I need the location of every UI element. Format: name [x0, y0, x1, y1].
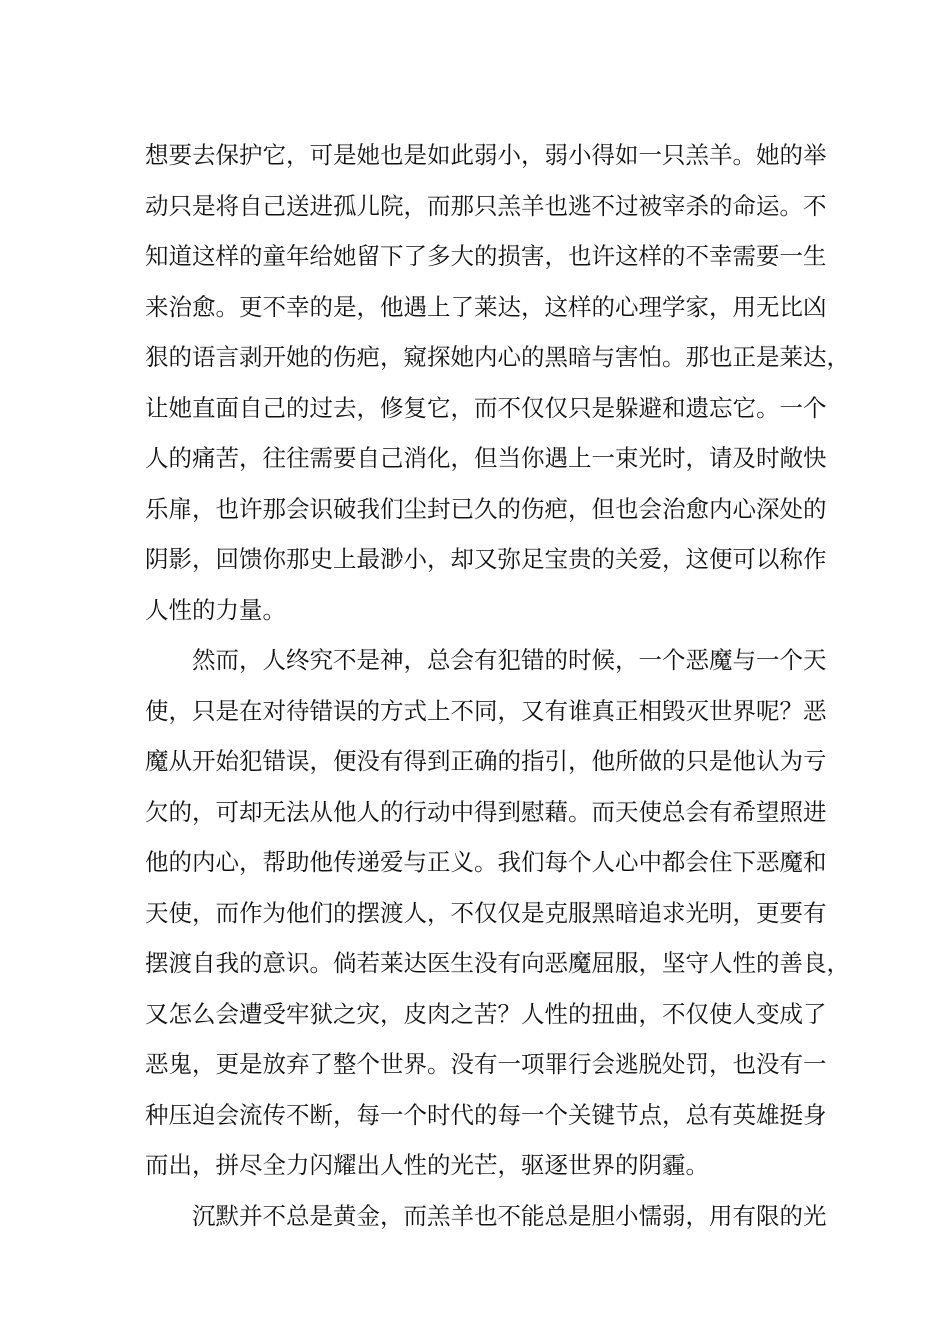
text-line: 欠的，可却无法从他人的行动中得到慰藉。而天使总会有希望照进 — [145, 797, 827, 826]
text-line: 阴影，回馈你那史上最渺小，却又弥足宝贵的关爱，这便可以称作 — [145, 545, 827, 573]
text-line: 恶鬼，更是放弃了整个世界。没有一项罪行会逃脱处罚，也没有一 — [145, 1050, 827, 1078]
text-line: 种压迫会流传不断，每一个时代的每一个关键节点，总有英雄挺身 — [145, 1100, 827, 1129]
text-line: 来治愈。更不幸的是，他遇上了莱达，这样的心理学家，用无比凶 — [145, 292, 827, 321]
paragraph-start-line: 沉默并不总是黄金，而羔羊也不能总是胆小懦弱，用有限的光 — [192, 1201, 827, 1230]
text-line: 摆渡自我的意识。倘若莱达医生没有向恶魔屈服，坚守人性的善良， — [145, 949, 850, 977]
text-line: 而出，拼尽全力闪耀出人性的光芒，驱逐世界的阴霾。 — [145, 1151, 709, 1179]
text-line: 动只是将自己送进孤儿院，而那只羔羊也逃不过被宰杀的命运。不 — [145, 191, 827, 220]
text-line: 人性的力量。 — [145, 595, 286, 624]
text-line: 人的痛苦，往往需要自己消化，但当你遇上一束光时，请及时敞快 — [145, 444, 827, 472]
text-line: 狠的语言剥开她的伤疤，窥探她内心的黑暗与害怕。那也正是莱达， — [145, 343, 850, 371]
text-line: 知道这样的童年给她留下了多大的损害，也许这样的不幸需要一生 — [145, 242, 827, 270]
body-text — [145, 130, 850, 1241]
text-line: 他的内心，帮助他传递爱与正义。我们每个人心中都会住下恶魔和 — [145, 848, 827, 876]
text-line: 想要去保护它，可是她也是如此弱小，弱小得如一只羔羊。她的举 — [145, 141, 827, 169]
text-line: 魔从开始犯错误，便没有得到正确的指引，他所做的只是他认为亏 — [145, 747, 827, 775]
text-line: 使，只是在对待错误的方式上不同，又有谁真正相毁灭世界呢？恶 — [145, 696, 827, 725]
paragraph-start-line: 然而，人终究不是神，总会有犯错的时候，一个恶魔与一个天 — [192, 646, 827, 674]
text-line: 又怎么会遭受牢狱之灾，皮肉之苦？人性的扭曲，不仅使人变成了 — [145, 999, 827, 1028]
text-line: 让她直面自己的过去，修复它，而不仅仅只是躲避和遗忘它。一个 — [145, 393, 827, 422]
text-line: 乐扉，也许那会识破我们尘封已久的伤疤，但也会治愈内心深处的 — [145, 494, 827, 523]
text-line: 天使，而作为他们的摆渡人，不仅仅是克服黑暗追求光明，更要有 — [145, 898, 827, 927]
